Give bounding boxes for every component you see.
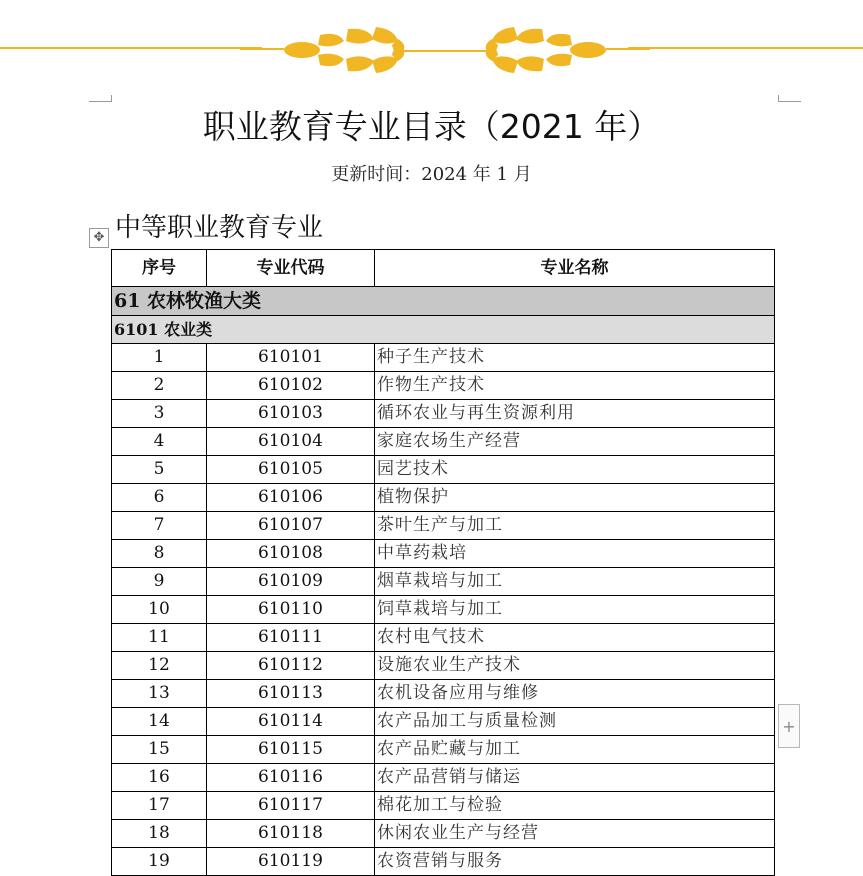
table-row	[112, 680, 775, 708]
table-row	[112, 596, 775, 624]
row-index: 13	[112, 680, 207, 708]
row-index: 15	[112, 736, 207, 764]
update-date: 更新时间：2024 年 1 月	[331, 164, 532, 185]
row-name: 农产品贮藏与加工	[375, 736, 775, 764]
header-name: 专业名称	[375, 250, 775, 287]
table-row	[112, 848, 775, 876]
table-row	[112, 792, 775, 820]
row-name: 植物保护	[375, 484, 775, 512]
row-name: 农机设备应用与维修	[375, 680, 775, 708]
row-index: 16	[112, 764, 207, 792]
row-name: 烟草栽培与加工	[375, 568, 775, 596]
row-code: 610114	[207, 708, 375, 736]
section-heading: 中等职业教育专业	[115, 213, 324, 243]
row-index: 14	[112, 708, 207, 736]
row-name: 园艺技术	[375, 456, 775, 484]
add-row-button[interactable]	[778, 704, 800, 748]
row-index: 4	[112, 428, 207, 456]
row-code: 610112	[207, 652, 375, 680]
row-name: 作物生产技术	[375, 372, 775, 400]
row-code: 610104	[207, 428, 375, 456]
row-name: 棉花加工与检验	[375, 792, 775, 820]
row-index: 10	[112, 596, 207, 624]
row-name: 农资营销与服务	[375, 848, 775, 876]
header-rule-right	[628, 47, 863, 49]
row-code: 610116	[207, 764, 375, 792]
table-row	[112, 428, 775, 456]
row-code: 610106	[207, 484, 375, 512]
row-code: 610113	[207, 680, 375, 708]
table-row	[112, 344, 775, 372]
table-row	[112, 400, 775, 428]
row-name: 农村电气技术	[375, 624, 775, 652]
wheat-right-grains	[486, 27, 606, 73]
row-code: 610108	[207, 540, 375, 568]
plus-icon: +	[782, 716, 796, 736]
category-label: 61 农林牧渔大类	[112, 287, 775, 316]
row-code: 610109	[207, 568, 375, 596]
row-name: 农产品加工与质量检测	[375, 708, 775, 736]
table-row	[112, 372, 775, 400]
row-code: 610115	[207, 736, 375, 764]
row-name: 种子生产技术	[375, 344, 775, 372]
table-row	[112, 624, 775, 652]
row-code: 610119	[207, 848, 375, 876]
table-row	[112, 652, 775, 680]
row-name: 循环农业与再生资源利用	[375, 400, 775, 428]
row-name: 家庭农场生产经营	[375, 428, 775, 456]
row-code: 610105	[207, 456, 375, 484]
row-name: 设施农业生产技术	[375, 652, 775, 680]
row-index: 1	[112, 344, 207, 372]
wheat-ears-icon	[240, 15, 650, 85]
row-index: 12	[112, 652, 207, 680]
row-code: 610101	[207, 344, 375, 372]
row-name: 饲草栽培与加工	[375, 596, 775, 624]
row-index: 8	[112, 540, 207, 568]
row-code: 610117	[207, 792, 375, 820]
row-name: 茶叶生产与加工	[375, 512, 775, 540]
row-code: 610107	[207, 512, 375, 540]
row-code: 610110	[207, 596, 375, 624]
row-index: 19	[112, 848, 207, 876]
table-move-handle[interactable]	[89, 228, 109, 248]
document-title: 职业教育专业目录（2021 年）	[202, 107, 661, 146]
category-row	[112, 287, 775, 316]
row-index: 7	[112, 512, 207, 540]
row-code: 610102	[207, 372, 375, 400]
row-index: 3	[112, 400, 207, 428]
table-row	[112, 456, 775, 484]
header-index: 序号	[112, 250, 207, 287]
row-index: 6	[112, 484, 207, 512]
subcategory-label: 6101 农业类	[112, 316, 775, 344]
table-header-row	[112, 250, 775, 287]
row-name: 休闲农业生产与经营	[375, 820, 775, 848]
table-row	[112, 540, 775, 568]
row-index: 11	[112, 624, 207, 652]
table-row	[112, 820, 775, 848]
row-index: 9	[112, 568, 207, 596]
row-index: 18	[112, 820, 207, 848]
row-name: 农产品营销与储运	[375, 764, 775, 792]
table-row	[112, 512, 775, 540]
row-index: 5	[112, 456, 207, 484]
table-row	[112, 764, 775, 792]
table-row	[112, 484, 775, 512]
header-code: 专业代码	[207, 250, 375, 287]
move-cross-icon: ✥	[93, 230, 105, 245]
header-rule-left	[0, 47, 262, 49]
major-catalog-table	[111, 249, 775, 876]
table-row	[112, 736, 775, 764]
row-code: 610118	[207, 820, 375, 848]
table-row	[112, 568, 775, 596]
row-index: 2	[112, 372, 207, 400]
row-code: 610103	[207, 400, 375, 428]
row-code: 610111	[207, 624, 375, 652]
wheat-left-grains	[284, 27, 404, 73]
subcategory-row	[112, 316, 775, 344]
row-name: 中草药栽培	[375, 540, 775, 568]
table-row	[112, 708, 775, 736]
row-index: 17	[112, 792, 207, 820]
